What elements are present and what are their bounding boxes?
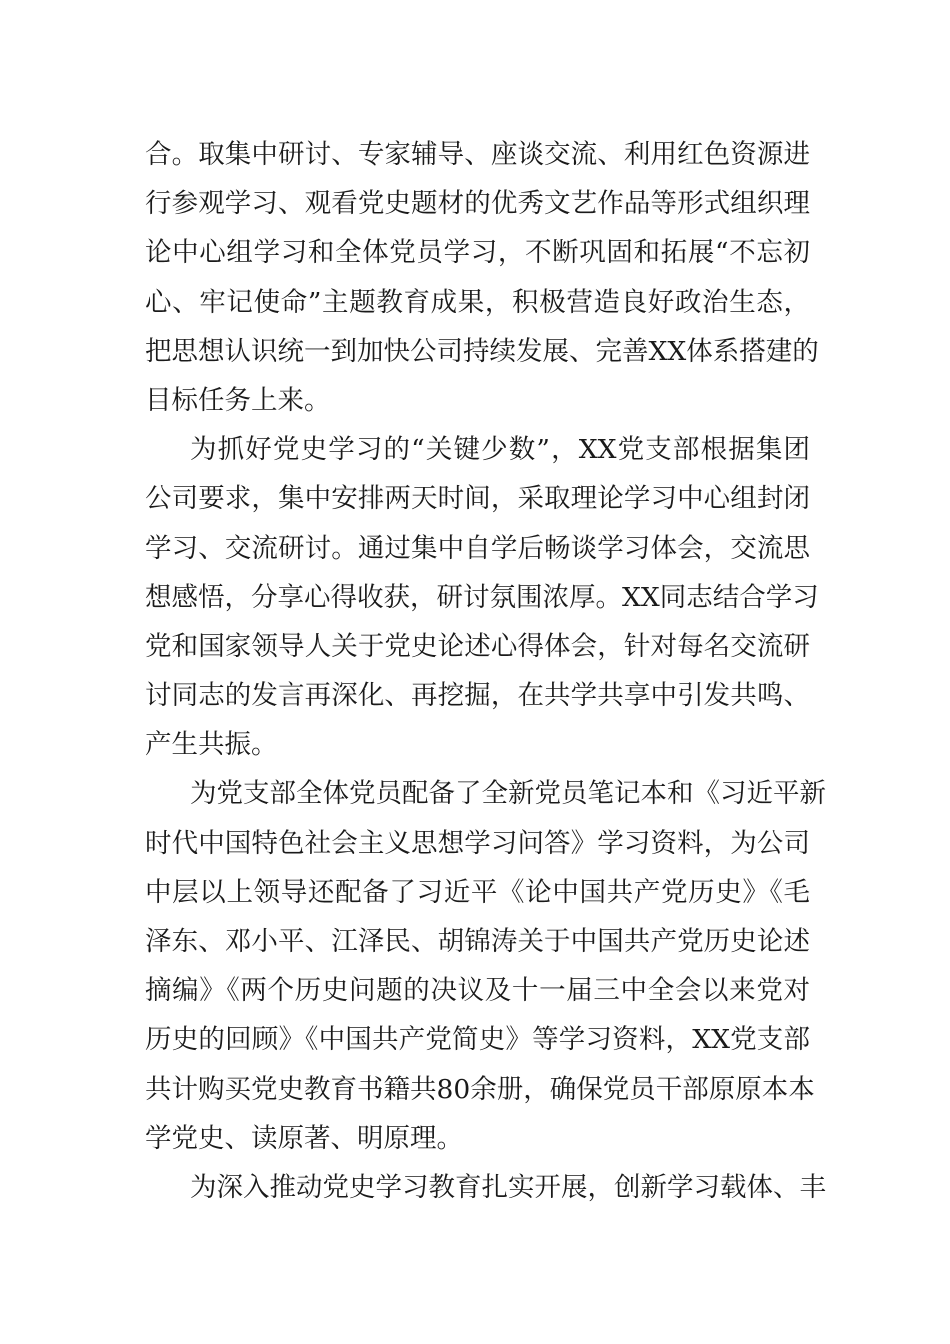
paragraph-1-line-5: 把思想认识统一到加快公司持续发展、完善XX体系搭建的 (145, 335, 819, 367)
paragraph-1-line-2: 行参观学习、观看党史题材的优秀文艺作品等形式组织理 (145, 188, 810, 220)
paragraph-4-line-1: 为深入推动党史学习教育扎实开展，创新学习载体、丰 (190, 1171, 826, 1203)
paragraph-2-line-4: 想感悟，分享心得收获，研讨氛围浓厚。XX同志结合学习 (145, 581, 819, 613)
paragraph-3-line-7: 共计购买党史教育书籍共80余册，确保党员干部原原本本 (145, 1073, 815, 1105)
paragraph-3-line-3: 中层以上领导还配备了习近平《论中国共产党历史》《毛 (145, 876, 810, 908)
paragraph-2-line-1: 为抓好党史学习的“关键少数”，XX党支部根据集团 (190, 434, 810, 466)
paragraph-2-line-5: 党和国家领导人关于党史论述心得体会，针对每名交流研 (145, 630, 810, 662)
paragraph-3-line-1: 为党支部全体党员配备了全新党员笔记本和《习近平新 (190, 778, 826, 810)
paragraph-2-line-6: 讨同志的发言再深化、再挖掘，在共学共享中引发共鸣、 (145, 680, 810, 712)
paragraph-1-line-6: 目标任务上来。 (145, 384, 331, 416)
paragraph-2-line-2: 公司要求，集中安排两天时间，采取理论学习中心组封闭 (145, 483, 810, 515)
paragraph-1-line-1: 合。取集中研讨、专家辅导、座谈交流、利用红色资源进 (145, 139, 810, 170)
document-body (145, 130, 826, 1212)
paragraph-3-line-6: 历史的回顾》《中国共产党简史》等学习资料，XX党支部 (145, 1024, 810, 1056)
paragraph-3-line-8: 学党史、读原著、明原理。 (145, 1122, 463, 1154)
paragraph-1-line-3: 论中心组学习和全体党员学习，不断巩固和拓展“不忘初 (145, 237, 810, 269)
paragraph-2-line-3: 学习、交流研讨。通过集中自学后畅谈学习体会，交流思 (145, 532, 810, 564)
paragraph-3-line-4: 泽东、邓小平、江泽民、胡锦涛关于中国共产党历史论述 (145, 926, 810, 957)
paragraph-1-line-4: 心、牢记使命”主题教育成果，积极营造良好政治生态， (145, 286, 810, 318)
paragraph-3-line-5: 摘编》《两个历史问题的决议及十一届三中全会以来党对 (145, 975, 810, 1007)
paragraph-2-line-7: 产生共振。 (145, 729, 278, 761)
paragraph-3-line-2: 时代中国特色社会主义思想学习问答》学习资料，为公司 (145, 827, 810, 859)
